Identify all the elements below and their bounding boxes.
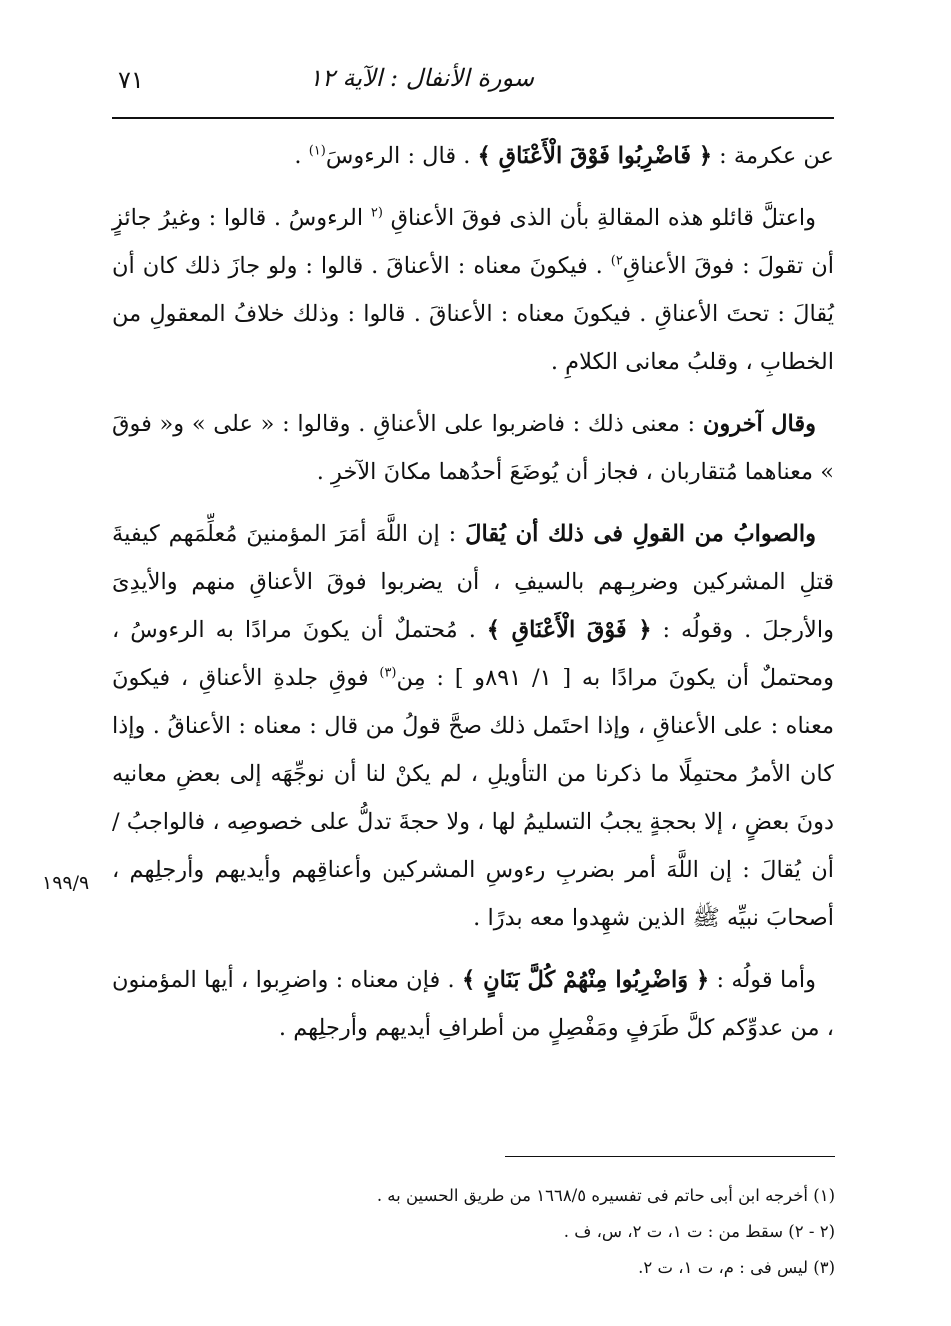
paragraph-1-text-a: عن عكرمة : [712,143,834,169]
paragraph-2-text-a: واعتلَّ قائلو هذه المقالةِ بأن الذى فوقَ الأعناقِ [382,205,816,231]
paragraph-4 [112,510,834,942]
paragraph-5 [112,956,834,1052]
paragraph-3-text: : معنى ذلك : فاضربوا على الأعناقِ . وقالوا : « على » و« فوقَ » معناهما مُتقاربان ، فجاز أن يُوضَعَ أحدُهما مكانَ الآخرِ . [112,411,834,485]
footnote-ref-2-open: (٢ [370,205,383,221]
footnote-ref-2-close: ٢) [610,253,623,269]
main-text [112,132,834,1052]
paragraph-4-text-b: . مُحتملٌ أن يكونَ مرادًا به الرءوسُ ، ومحتملٌ أن يكونَ مرادًا به [ ١/ ٨٩١و ] : مِن [112,617,834,691]
quran-quote-3: ﴿ وَاضْرِبُوا مِنْهُمْ كُلَّ بَنَانٍ ﴾ [461,967,710,993]
margin-reference: ١٩٩/٩ [42,872,90,894]
footnote-ref-1: (١) [308,143,326,159]
paragraph-5-text-b: . فإن معناه : واضرِبوا ، أيها المؤمنون ، من عدوِّكم كلَّ طَرَفٍ ومَفْصِلٍ من أطرافِ أيديهم وأرجلِهم . [112,967,834,1041]
paragraph-3-lead: وقال آخرون [702,411,816,437]
footnote-1: (١) أخرجه ابن أبى حاتم فى تفسيره ١٦٦٨/٥ من طريق الحسين به . [376,1186,835,1205]
header-rule [112,117,834,119]
footnote-3: (٣) ليس فى : م، ت ١، ت ٢. [638,1258,835,1277]
paragraph-2-text-c: . فيكونَ معناه : الأعناقَ . قالوا : ولو جازَ ذلك كان أن يُقالَ : تحتَ الأعناقِ . فيكونَ معناه : الأعناقَ . قالوا : وذلك خلافُ المعقولِ من الخطابِ ، وقلبُ معانى الكلامِ . [112,253,834,375]
paragraph-5-text-a: وأما قولُه : [709,967,816,993]
paragraph-1-text-b: . قال : الرءوسَ [325,143,478,169]
paragraph-4-text-c: فوقِ جلدةِ الأعناقِ ، فيكونَ معناه : على الأعناقِ ، وإذا احتَمل ذلك صحَّ قولُ من قال : معناه : الأعناقُ . وإذا كان الأمرُ محتمِلًا ما ذكرنا من التأويلِ ، لم يكنْ لنا أن نوجِّهَه إلى بعضِ معانيه دونَ بعضٍ ، إلا بحجةٍ يجبُ التسليمُ لها ، ولا حجةَ تدلُّ على خصوصِه ، فالواجبُ / أن يُقالَ : إن اللَّهَ أمر بضربِ رءوسِ المشركين وأعناقِهم وأيديهم وأرجلِهم ، أصحابَ نبيِّه ﷺ الذين شهِدوا معه بدرًا . [112,665,834,931]
footnotes [195,1178,835,1286]
running-title: سورة الأنفال : الآية ١٢ [309,64,534,92]
paragraph-2-text-b: الرءوسُ . قالوا : وغيرُ جائزٍ أن تقولَ : فوقَ الأعناقِ [112,205,835,279]
paragraph-1 [112,132,834,180]
footnote-2: (٢ - ٢) سقط من : ت ١، ت ٢، س، ف . [563,1222,835,1241]
quran-quote-2: ﴿ فَوْقَ الْأَعْنَاقِ ﴾ [486,617,652,643]
footnote-ref-3: (٣) [379,665,397,681]
page-header [112,60,834,100]
paragraph-4-text-a: : إن اللَّهَ أمَرَ المؤمنينَ مُعلِّمَهم كيفيةَ قتلِ المشركين وضربِـهم بالسيفِ ، أن يضربوا فوقَ الأعناقِ منهم والأيدِىَ والأرجلَ . وقولُه : [112,521,834,643]
paragraph-4-lead: والصوابُ من القولِ فى ذلك أن يُقالَ [465,521,816,547]
page-number: ٧١ [118,66,144,94]
quran-quote-1: ﴿ فَاضْرِبُوا فَوْقَ الْأَعْنَاقِ ﴾ [477,143,713,169]
paragraph-1-text-c: . [294,143,309,169]
paragraph-2 [112,194,834,386]
paragraph-3 [112,400,834,496]
footnote-rule [505,1156,835,1157]
